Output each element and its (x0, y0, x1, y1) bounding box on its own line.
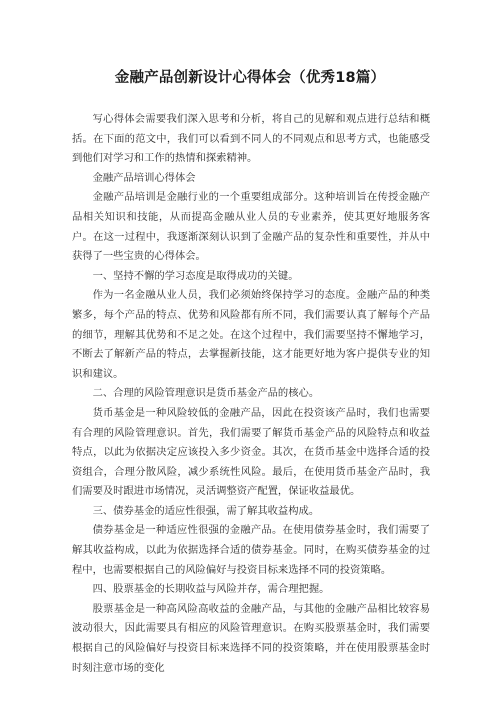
point-heading-2: 二、合理的风险管理意识是货币基金产品的核心。 (92, 387, 320, 400)
body-paragraph: 金融产品培训是金融行业的一个重要组成部分。这种培训旨在传授金融产品相关知识和技能，从而提高金融从业人员的专业素养，使其更好地服务客户。在这一过程中，我逐渐深刻认识到了金融产品的复杂性和重要性，并从中获得了一些宝贵的心得体会。 (72, 191, 430, 263)
body-paragraph: 货币基金是一种风险较低的金融产品，因此在投资该产品时，我们也需要有合理的风险管理意识。首先，我们需要了解货币基金产品的风险特点和收益特点，以此为依据决定应该投入多少资金。其次，在货币基金中选择合适的投资组合，合理分散风险，减少系统性风险。最后，在使用货币基金产品时，我们需要及时跟进市场情况，灵活调整资产配置，保证收益最优。 (72, 406, 430, 498)
body-paragraph: 股票基金是一种高风险高收益的金融产品，与其他的金融产品相比较容易波动很大，因此需要具有相应的风险管理意识。在购买股票基金时，我们需要根据自己的风险偏好与投资目标来选择不同的投资策略，并在使用股票基金时时刻注意市场的变化 (72, 602, 430, 674)
intro-paragraph: 写心得体会需要我们深入思考和分析，将自己的见解和观点进行总结和概括。在下面的范文中，我们可以看到不同人的不同观点和思考方式，也能感受到他们对学习和工作的热情和探索精神。 (72, 113, 430, 165)
body-paragraph: 债券基金是一种适应性很强的金融产品。在使用债券基金时，我们需要了解其收益构成，以此为依据选择合适的债券基金。同时，在购买债券基金的过程中，也需要根据自己的风险偏好与投资目标来选择不同的投资策略。 (72, 524, 430, 576)
point-heading-3: 三、债券基金的适应性很强，需了解其收益构成。 (92, 504, 320, 517)
document-body (72, 110, 430, 678)
document-title: 金融产品创新设计心得体会（优秀18篇） (114, 70, 386, 86)
body-paragraph: 作为一名金融从业人员，我们必须始终保持学习的态度。金融产品的种类繁多，每个产品的特点、优势和风险都有所不同，我们需要认真了解每个产品的细节，理解其优势和不足之处。在这个过程中，我们需要坚持不懈地学习，不断去了解新产品的特点，去掌握新技能，这才能更好地为客户提供专业的知识和建议。 (72, 289, 430, 380)
point-heading-4: 四、股票基金的长期收益与风险并存，需合理把握。 (92, 583, 330, 596)
point-heading-1: 一、坚持不懈的学习态度是取得成功的关键。 (92, 269, 299, 282)
section-heading: 金融产品培训心得体会 (92, 171, 196, 184)
